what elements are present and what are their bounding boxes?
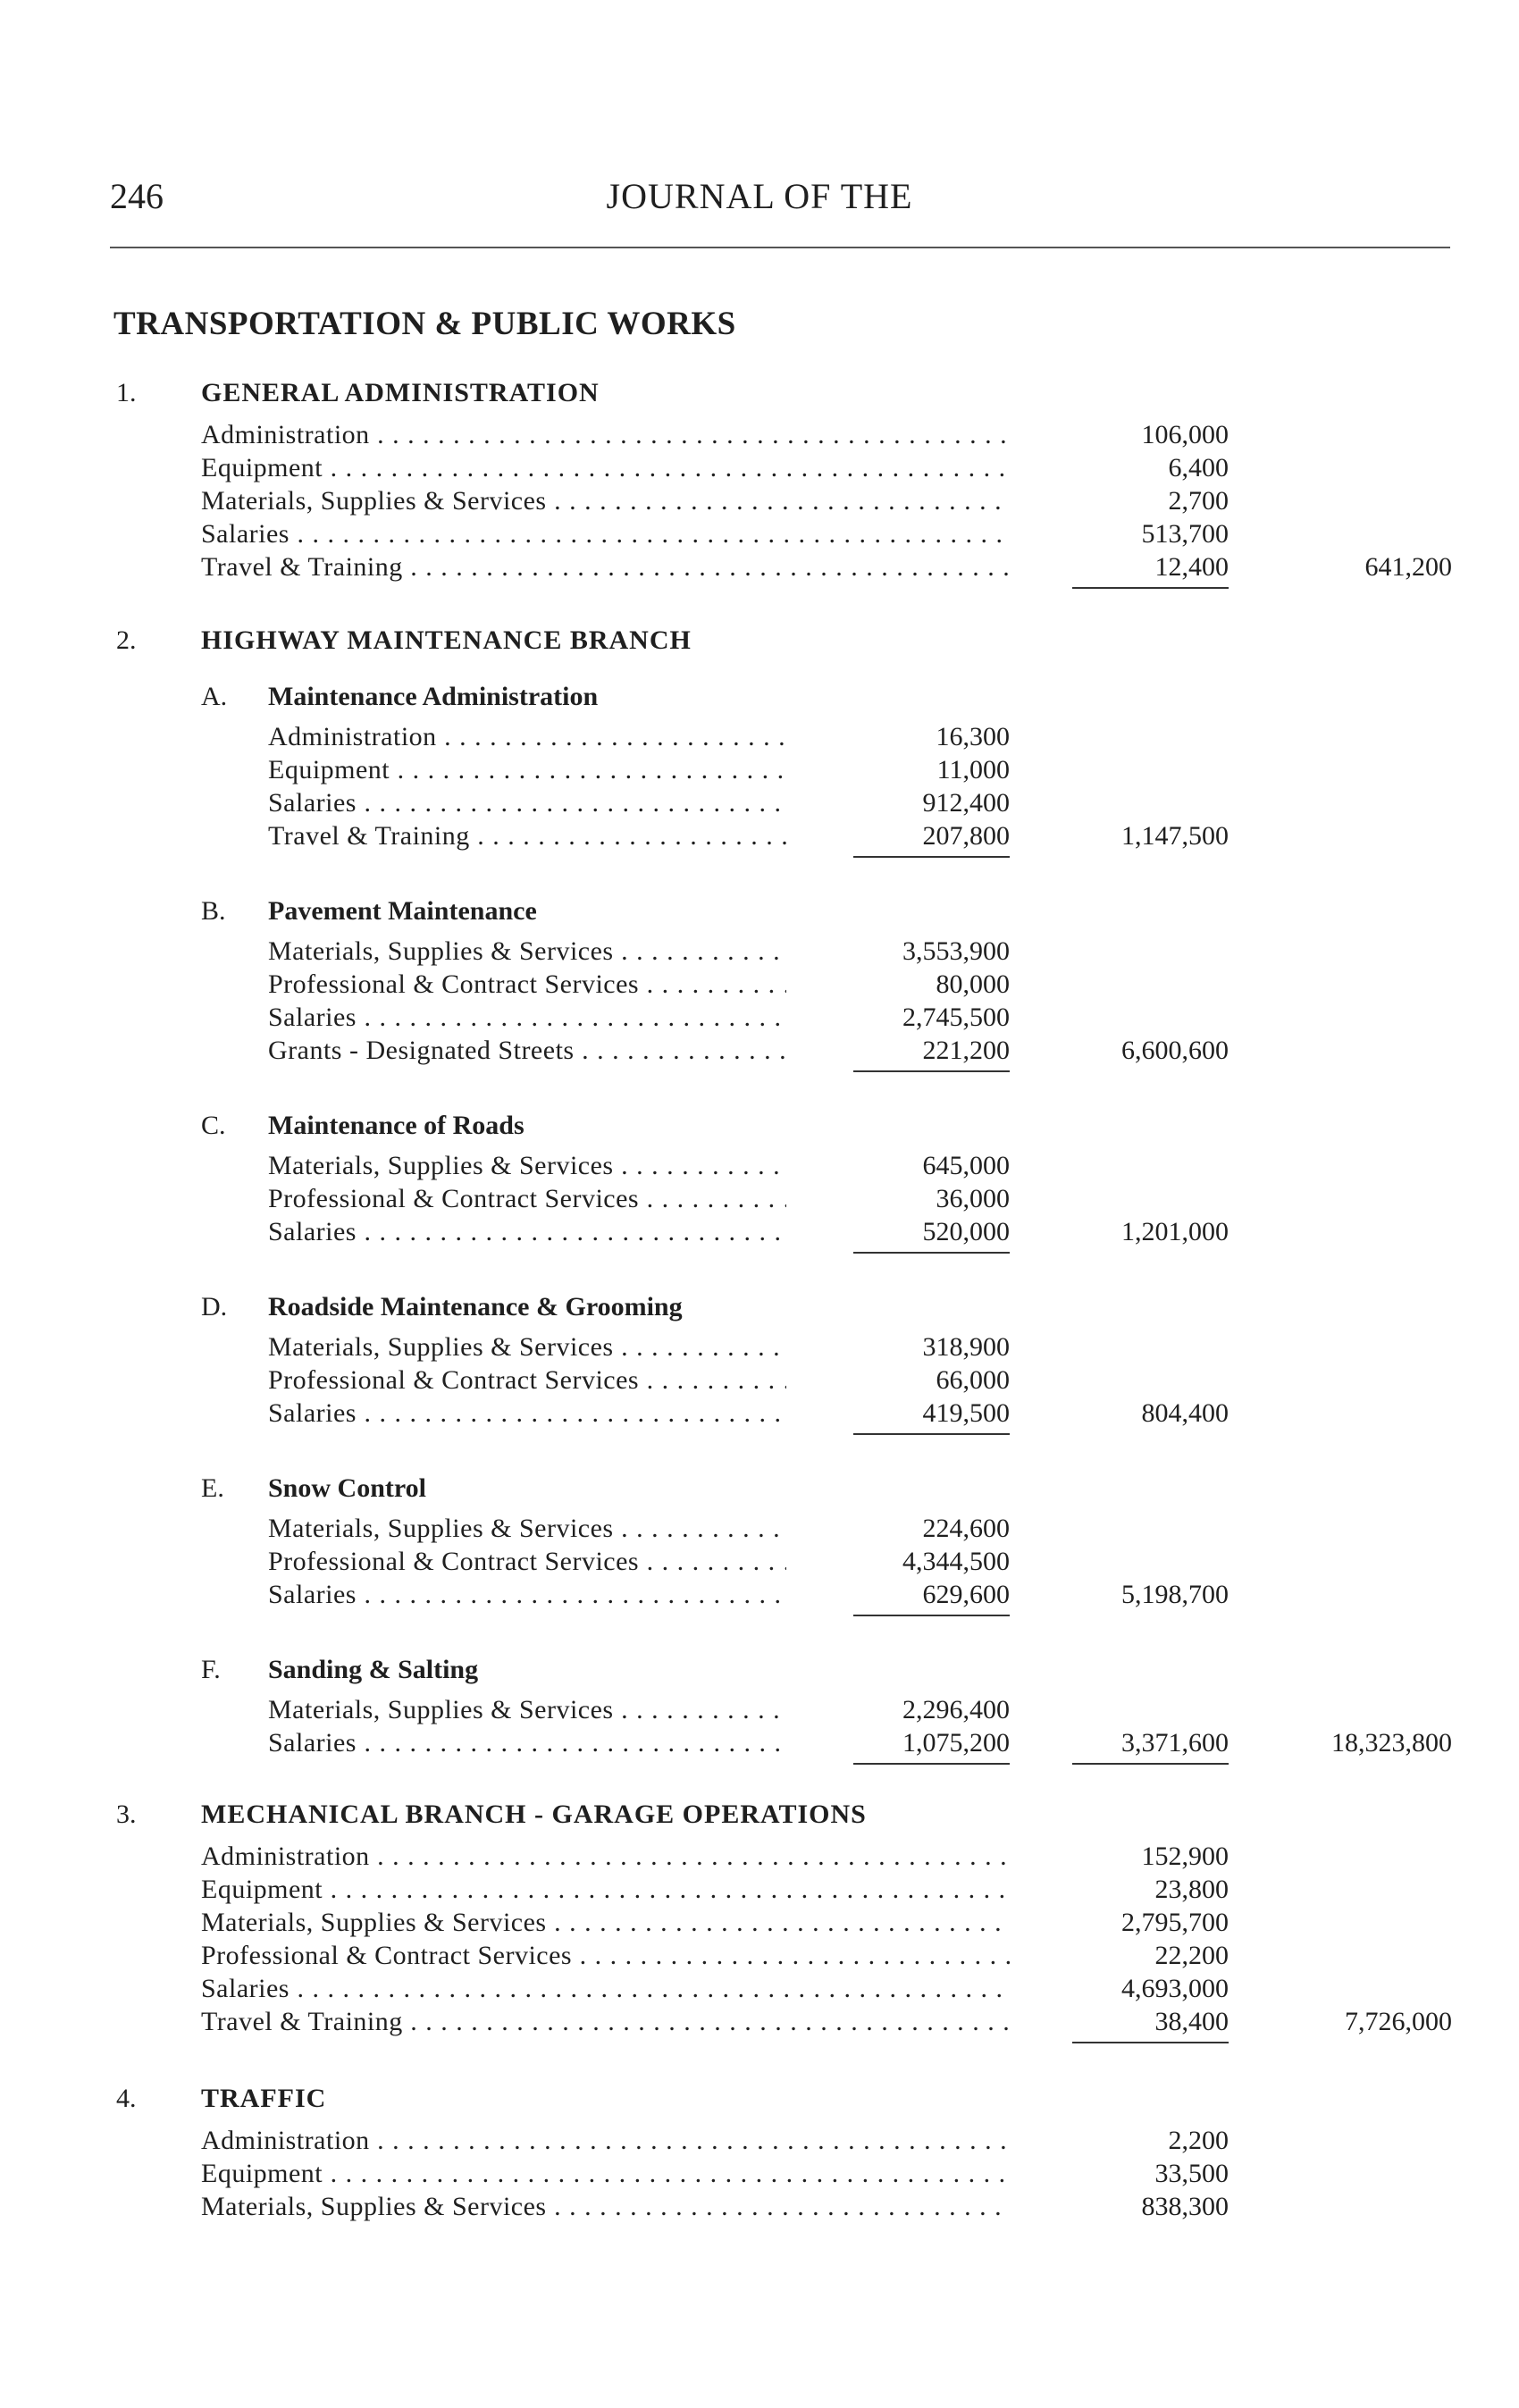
part-title: MECHANICAL BRANCH - GARAGE OPERATIONS xyxy=(201,1800,867,1829)
line-amount: 33,500 xyxy=(1154,2159,1229,2188)
underline-rule xyxy=(853,1433,1010,1435)
line-item: Administration . . . xyxy=(201,420,1010,450)
line-item: Salaries . . . xyxy=(268,788,786,818)
subsection-title: Roadside Maintenance & Grooming xyxy=(268,1292,683,1321)
line-amount: 207,800 xyxy=(922,821,1010,851)
line-item: Travel & Training . . . xyxy=(201,552,1010,583)
line-item: Salaries . . . xyxy=(268,1728,786,1758)
subsection-letter: B. xyxy=(201,896,226,926)
subsection-total: 3,371,600 xyxy=(1121,1728,1229,1758)
line-amount: 22,200 xyxy=(1154,1941,1229,1970)
line-item: Grants - Designated Streets . . . xyxy=(268,1036,786,1066)
header-rule xyxy=(110,247,1450,248)
subsection-letter: F. xyxy=(201,1655,221,1684)
subsection-title: Maintenance Administration xyxy=(268,682,599,711)
line-amount: 23,800 xyxy=(1154,1875,1229,1904)
line-amount: 318,900 xyxy=(922,1332,1010,1362)
underline-rule xyxy=(853,856,1010,858)
line-amount: 12,400 xyxy=(1154,552,1229,582)
line-amount: 2,700 xyxy=(1168,486,1229,516)
line-amount: 2,200 xyxy=(1168,2126,1229,2155)
subsection-total: 6,600,600 xyxy=(1121,1036,1229,1065)
line-amount: 66,000 xyxy=(936,1365,1010,1395)
line-item: Professional & Contract Services . . . xyxy=(201,1941,1010,1971)
part-title: HIGHWAY MAINTENANCE BRANCH xyxy=(201,625,692,655)
line-amount: 11,000 xyxy=(936,755,1010,784)
line-amount: 221,200 xyxy=(922,1036,1010,1065)
part-number: 4. xyxy=(116,2084,137,2113)
part-number: 2. xyxy=(116,625,137,655)
line-amount: 6,400 xyxy=(1168,453,1229,482)
line-item: Materials, Supplies & Services . . . xyxy=(268,1514,786,1544)
part-total: 641,200 xyxy=(1364,552,1452,582)
line-item: Equipment . . . xyxy=(201,453,1010,483)
underline-rule xyxy=(853,1615,1010,1616)
section-title: TRANSPORTATION & PUBLIC WORKS xyxy=(113,306,736,342)
line-amount: 2,296,400 xyxy=(902,1695,1010,1724)
line-item: Materials, Supplies & Services . . . xyxy=(201,486,1010,516)
underline-rule xyxy=(853,1070,1010,1072)
line-amount: 106,000 xyxy=(1141,420,1229,449)
line-item: Materials, Supplies & Services . . . xyxy=(268,1151,786,1181)
subsection-title: Maintenance of Roads xyxy=(268,1111,525,1140)
line-item: Equipment . . . xyxy=(201,1875,1010,1905)
line-item: Salaries . . . xyxy=(268,1580,786,1610)
subsection-title: Sanding & Salting xyxy=(268,1655,479,1684)
subsection-letter: A. xyxy=(201,682,228,711)
line-item: Travel & Training . . . xyxy=(201,2007,1010,2037)
line-amount: 38,400 xyxy=(1154,2007,1229,2036)
line-amount: 152,900 xyxy=(1141,1842,1229,1871)
line-item: Materials, Supplies & Services . . . xyxy=(201,2192,1010,2222)
line-amount: 629,600 xyxy=(922,1580,1010,1609)
line-item: Materials, Supplies & Services . . . xyxy=(268,1695,786,1725)
part-total: 18,323,800 xyxy=(1331,1728,1452,1758)
line-amount: 419,500 xyxy=(922,1398,1010,1428)
line-amount: 1,075,200 xyxy=(902,1728,1010,1758)
underline-rule xyxy=(1072,2042,1229,2043)
line-amount: 80,000 xyxy=(936,969,1010,999)
line-amount: 4,693,000 xyxy=(1121,1974,1229,2003)
line-item: Salaries . . . xyxy=(201,519,1010,550)
subsection-total: 1,201,000 xyxy=(1121,1217,1229,1246)
subsection-total: 5,198,700 xyxy=(1121,1580,1229,1609)
subsection-letter: E. xyxy=(201,1473,224,1503)
line-item: Materials, Supplies & Services . . . xyxy=(201,1908,1010,1938)
line-amount: 224,600 xyxy=(922,1514,1010,1543)
line-amount: 838,300 xyxy=(1141,2192,1229,2221)
underline-rule xyxy=(853,1252,1010,1254)
line-item: Salaries . . . xyxy=(268,1003,786,1033)
line-amount: 2,795,700 xyxy=(1121,1908,1229,1937)
line-item: Materials, Supplies & Services . . . xyxy=(268,936,786,967)
line-item: Professional & Contract Services . . . xyxy=(268,1547,786,1577)
line-amount: 16,300 xyxy=(936,722,1010,751)
part-title: GENERAL ADMINISTRATION xyxy=(201,378,600,407)
line-item: Administration . . . xyxy=(201,1842,1010,1872)
underline-rule xyxy=(1072,587,1229,589)
line-item: Travel & Training . . . xyxy=(268,821,786,852)
line-amount: 36,000 xyxy=(936,1184,1010,1213)
subsection-title: Pavement Maintenance xyxy=(268,896,537,926)
line-item: Professional & Contract Services . . . xyxy=(268,1365,786,1396)
line-amount: 520,000 xyxy=(922,1217,1010,1246)
line-item: Administration . . . xyxy=(201,2126,1010,2156)
subsection-total: 1,147,500 xyxy=(1121,821,1229,851)
line-amount: 2,745,500 xyxy=(902,1003,1010,1032)
line-item: Equipment . . . xyxy=(201,2159,1010,2189)
line-amount: 4,344,500 xyxy=(902,1547,1010,1576)
line-amount: 513,700 xyxy=(1141,519,1229,549)
subsection-letter: D. xyxy=(201,1292,228,1321)
line-item: Administration . . . xyxy=(268,722,786,752)
line-item: Salaries . . . xyxy=(268,1217,786,1247)
subsection-total: 804,400 xyxy=(1141,1398,1229,1428)
part-title: TRAFFIC xyxy=(201,2084,327,2113)
subsection-letter: C. xyxy=(201,1111,226,1140)
underline-rule xyxy=(853,1763,1010,1765)
line-item: Equipment . . . xyxy=(268,755,786,785)
line-item: Salaries . . . xyxy=(268,1398,786,1429)
line-amount: 3,553,900 xyxy=(902,936,1010,966)
part-total: 7,726,000 xyxy=(1345,2007,1452,2036)
line-item: Materials, Supplies & Services . . . xyxy=(268,1332,786,1363)
subsection-title: Snow Control xyxy=(268,1473,426,1503)
running-head-title: JOURNAL OF THE xyxy=(606,176,913,216)
part-number: 1. xyxy=(116,378,137,407)
line-item: Professional & Contract Services . . . xyxy=(268,969,786,1000)
underline-rule xyxy=(1072,1763,1229,1765)
part-number: 3. xyxy=(116,1800,137,1829)
line-amount: 645,000 xyxy=(922,1151,1010,1180)
line-item: Salaries . . . xyxy=(201,1974,1010,2004)
page-number: 246 xyxy=(110,176,164,216)
line-amount: 912,400 xyxy=(922,788,1010,818)
line-item: Professional & Contract Services . . . xyxy=(268,1184,786,1214)
